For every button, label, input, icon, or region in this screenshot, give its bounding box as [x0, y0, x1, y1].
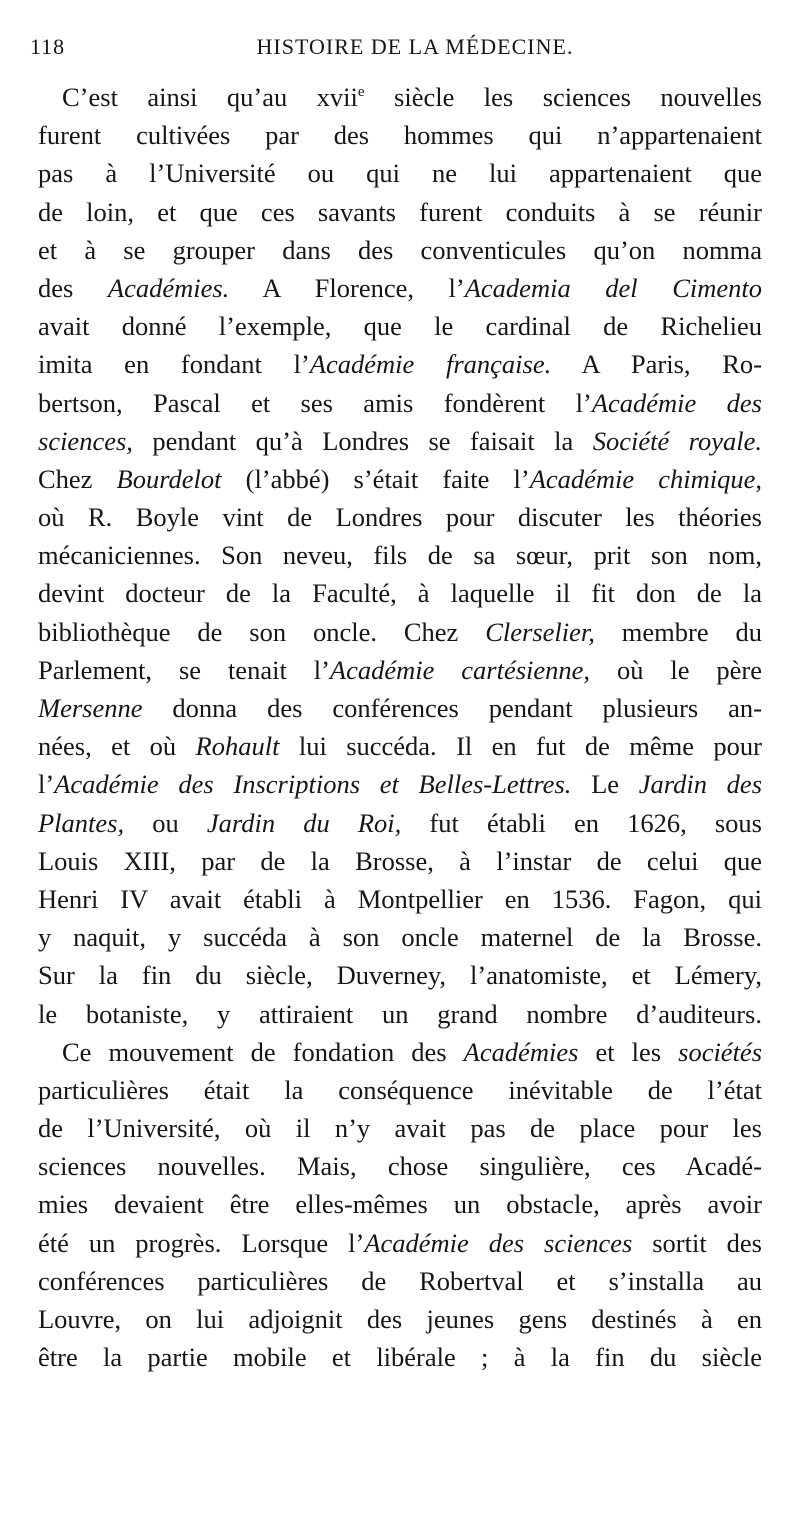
text-segment: Le: [571, 769, 639, 800]
text-line: [38, 880, 762, 918]
text-line: [38, 804, 762, 842]
italic-text: Académies: [463, 1036, 579, 1067]
text-segment: bertson, Pascal et ses amis fondèrent l’: [38, 387, 592, 418]
text-line: [38, 765, 762, 803]
text-segment: où R. Boyle vint de Londres pour discuter les théories: [38, 502, 762, 533]
italic-text: Clerselier,: [485, 616, 595, 647]
text-line: [38, 1300, 762, 1338]
text-line: [38, 1224, 762, 1262]
running-header: [30, 32, 770, 62]
text-segment: Ce mouvement de fondation des: [62, 1036, 464, 1067]
text-segment: y naquit, y succéda à son oncle maternel de la Brosse.: [38, 922, 762, 953]
text-segment: A Paris, Ro-: [551, 349, 762, 380]
superscript: e: [357, 84, 365, 101]
text-segment: pendant qu’à Londres se faisait la: [132, 425, 593, 456]
italic-text: Académie française.: [309, 349, 552, 380]
italic-text: Bourdelot: [116, 463, 222, 494]
paragraph: [38, 78, 762, 1033]
text-line: [38, 536, 762, 574]
italic-text: sociétés: [678, 1036, 762, 1067]
italic-text: Académie des Inscriptions et Belles-Lettres.: [54, 769, 572, 800]
italic-text: Jardin des: [638, 769, 762, 800]
italic-text: Rohault: [195, 731, 280, 762]
italic-text: Académie des: [591, 387, 762, 418]
text-line: [38, 460, 762, 498]
text-segment: de loin, et que ces savants furent conduits à se réunir: [38, 196, 762, 227]
text-line: [38, 689, 762, 727]
text-segment: et les: [578, 1036, 679, 1067]
text-line: [38, 956, 762, 994]
text-line: [38, 1185, 762, 1223]
text-line: [38, 193, 762, 231]
text-segment: être la partie mobile et libérale ; à la fin du siècle: [38, 1342, 762, 1373]
text-line: [38, 1147, 762, 1185]
body-text: [38, 78, 762, 1376]
text-line: [38, 613, 762, 651]
italic-text: Mersenne: [38, 693, 143, 723]
text-segment: devint docteur de la Faculté, à laquelle il fit don de la: [38, 578, 762, 609]
text-segment: A Florence, l’: [229, 272, 465, 303]
text-segment: (l’abbé) s’était faite l’: [221, 463, 530, 494]
text-segment: imita en fondant l’: [38, 349, 310, 380]
paragraph: [38, 1033, 762, 1377]
text-line: [38, 345, 762, 383]
italic-text: Académies.: [107, 272, 230, 303]
italic-text: sciences,: [38, 425, 133, 456]
text-line: [38, 651, 762, 689]
page-number: 118: [30, 34, 66, 59]
text-segment: particulières était la conséquence inévitable de l’état: [38, 1074, 762, 1105]
text-segment: bibliothèque de son oncle. Chez: [38, 616, 486, 647]
text-segment: membre du: [594, 616, 762, 647]
text-segment: avait donné l’exemple, que le cardinal de Richelieu: [38, 311, 762, 342]
text-line: [38, 78, 762, 116]
text-line: [38, 1338, 762, 1376]
text-segment: sortit des: [632, 1227, 762, 1258]
text-line: [38, 498, 762, 536]
text-line: [38, 154, 762, 192]
text-segment: nées, et où: [38, 731, 196, 762]
text-line: [38, 231, 762, 269]
text-segment: de l’Université, où il n’y avait pas de place pour les: [38, 1113, 762, 1144]
text-line: [38, 116, 762, 154]
running-title: HISTOIRE DE LA MÉDECINE.: [256, 34, 574, 59]
text-segment: le botaniste, y attiraient un grand nombre d’auditeurs.: [38, 998, 762, 1029]
text-segment: Parlement, se tenait l’: [38, 654, 330, 685]
text-line: [38, 1262, 762, 1300]
text-segment: où le père: [590, 654, 762, 685]
text-segment: furent cultivées par des hommes qui n’appartenaient: [38, 120, 762, 151]
text-segment: Louvre, on lui adjoignit des jeunes gens destinés à en: [38, 1304, 762, 1334]
text-line: [38, 1071, 762, 1109]
italic-text: Académie des sciences: [364, 1227, 633, 1258]
text-line: [38, 422, 762, 460]
italic-text: Académie chimique,: [529, 463, 762, 494]
text-segment: l’: [38, 769, 55, 800]
text-line: [38, 918, 762, 956]
text-segment: siècle les sciences nouvelles: [364, 82, 762, 112]
text-segment: mies devaient être elles-mêmes un obstacle, après avoir: [38, 1189, 762, 1220]
text-segment: fut établi en 1626, sous: [401, 807, 762, 838]
italic-text: Société royale.: [592, 425, 762, 456]
text-segment: Chez: [38, 463, 117, 494]
text-segment: mécaniciennes. Son neveu, fils de sa sœur, prit son nom,: [38, 540, 762, 571]
text-segment: C’est ainsi qu’au xvii: [62, 82, 358, 112]
text-segment: ou: [124, 807, 207, 838]
text-line: [38, 269, 762, 307]
text-segment: Henri IV avait établi à Montpellier en 1536. Fagon, qui: [38, 883, 762, 914]
text-line: [38, 842, 762, 880]
text-segment: des: [38, 272, 108, 303]
text-segment: été un progrès. Lorsque l’: [38, 1227, 365, 1258]
text-segment: lui succéda. Il en fut de même pour: [279, 731, 762, 762]
text-line: [38, 574, 762, 612]
text-line: [38, 307, 762, 345]
text-segment: conférences particulières de Robertval et s’installa au: [38, 1265, 762, 1296]
text-line: [38, 1033, 762, 1071]
text-line: [38, 727, 762, 765]
text-line: [38, 384, 762, 422]
text-segment: sciences nouvelles. Mais, chose singulière, ces Acadé-: [38, 1151, 762, 1182]
italic-text: Académie cartésienne,: [329, 654, 591, 685]
text-line: [38, 995, 762, 1033]
text-segment: donna des conférences pendant plusieurs an-: [142, 693, 762, 723]
italic-text: Jardin du Roi,: [206, 807, 402, 838]
text-segment: Louis XIII, par de la Brosse, à l’instar de celui que: [38, 845, 762, 876]
text-segment: pas à l’Université ou qui ne lui appartenaient que: [38, 158, 762, 189]
text-line: [38, 1109, 762, 1147]
text-segment: Sur la fin du siècle, Duverney, l’anatomiste, et Lémery,: [38, 960, 762, 991]
italic-text: Plantes,: [38, 807, 125, 838]
italic-text: Academia del Cimento: [464, 272, 762, 303]
text-segment: et à se grouper dans des conventicules qu’on nomma: [38, 234, 762, 265]
